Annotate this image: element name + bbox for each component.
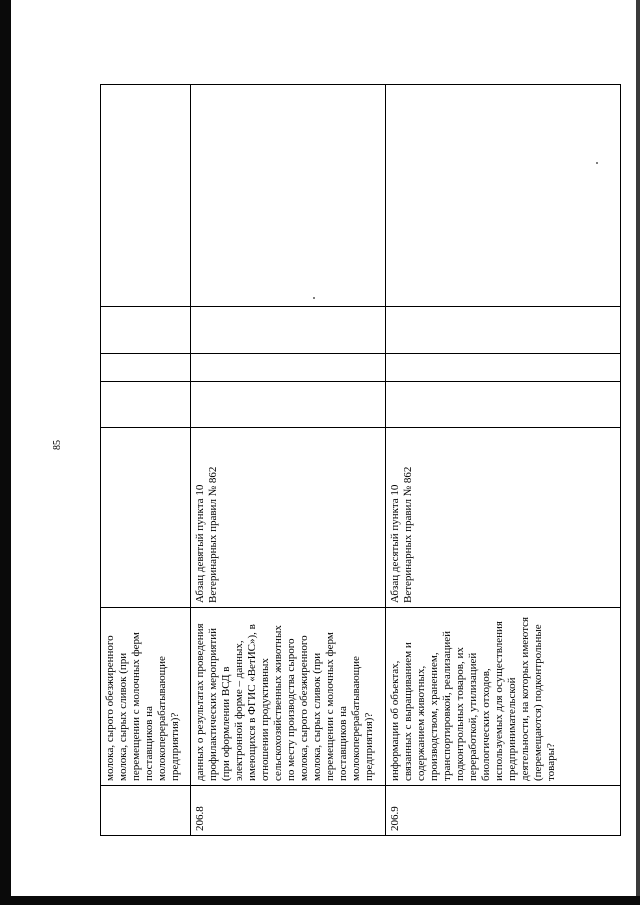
empty-cell-no [191, 354, 386, 382]
scan-speck [313, 297, 315, 299]
scan-edge-right [636, 0, 640, 905]
row-question: данных о результатах проведения профилактических мероприятий (при оформлении ВСД в электронной форме – данных, имеющихся в ФГИС «ВетИС»), в отношении продуктивных сельскохозяйственных животных по месту производства сырого молока, сырого обезжиренного молока, сырых сливок (при перемещении с молочных ферм поставщиков на молокоперерабатывающие предприятия)? [191, 608, 386, 786]
row-number [101, 786, 191, 836]
row-reference: Абзац десятый пункта 10 Ветеринарных правил № 862 [386, 428, 621, 608]
row-question: информации об объектах, связанных с выращиванием и содержанием животных, производством, хранением, транспортировкой, реализацией подконтрольных товаров, их переработкой, утилизацией биологических отходов, используемых для осуществления предпринимательской деятельности, на которых имеются (перемещаются) подконтрольные товары? [386, 608, 621, 786]
scan-edge-left [0, 0, 11, 905]
row-question: молока, сырого обезжиренного молока, сырых сливок (при перемещении с молочных ферм поставщиков на молокоперерабатывающие предприятия)? [101, 608, 191, 786]
empty-cell-na [191, 307, 386, 354]
empty-cell-na [101, 307, 191, 354]
table-row [101, 85, 191, 836]
row-number: 206.9 [386, 786, 621, 836]
empty-cell-no [101, 354, 191, 382]
page-number: 85 [52, 440, 63, 450]
table-row [191, 85, 386, 836]
table-row [386, 85, 621, 836]
empty-cell-yes [101, 382, 191, 428]
row-number: 206.8 [191, 786, 386, 836]
empty-cell-no [386, 354, 621, 382]
scan-edge-bottom [0, 896, 640, 905]
scan-speck [596, 162, 598, 164]
empty-cell-yes [386, 382, 621, 428]
row-reference [101, 428, 191, 608]
empty-cell-note [386, 85, 621, 307]
empty-cell-na [386, 307, 621, 354]
empty-cell-note [101, 85, 191, 307]
row-reference: Абзац девятый пункта 10 Ветеринарных правил № 862 [191, 428, 386, 608]
checklist-table [100, 84, 621, 836]
empty-cell-note [191, 85, 386, 307]
rotated-table-container [100, 85, 620, 836]
empty-cell-yes [191, 382, 386, 428]
